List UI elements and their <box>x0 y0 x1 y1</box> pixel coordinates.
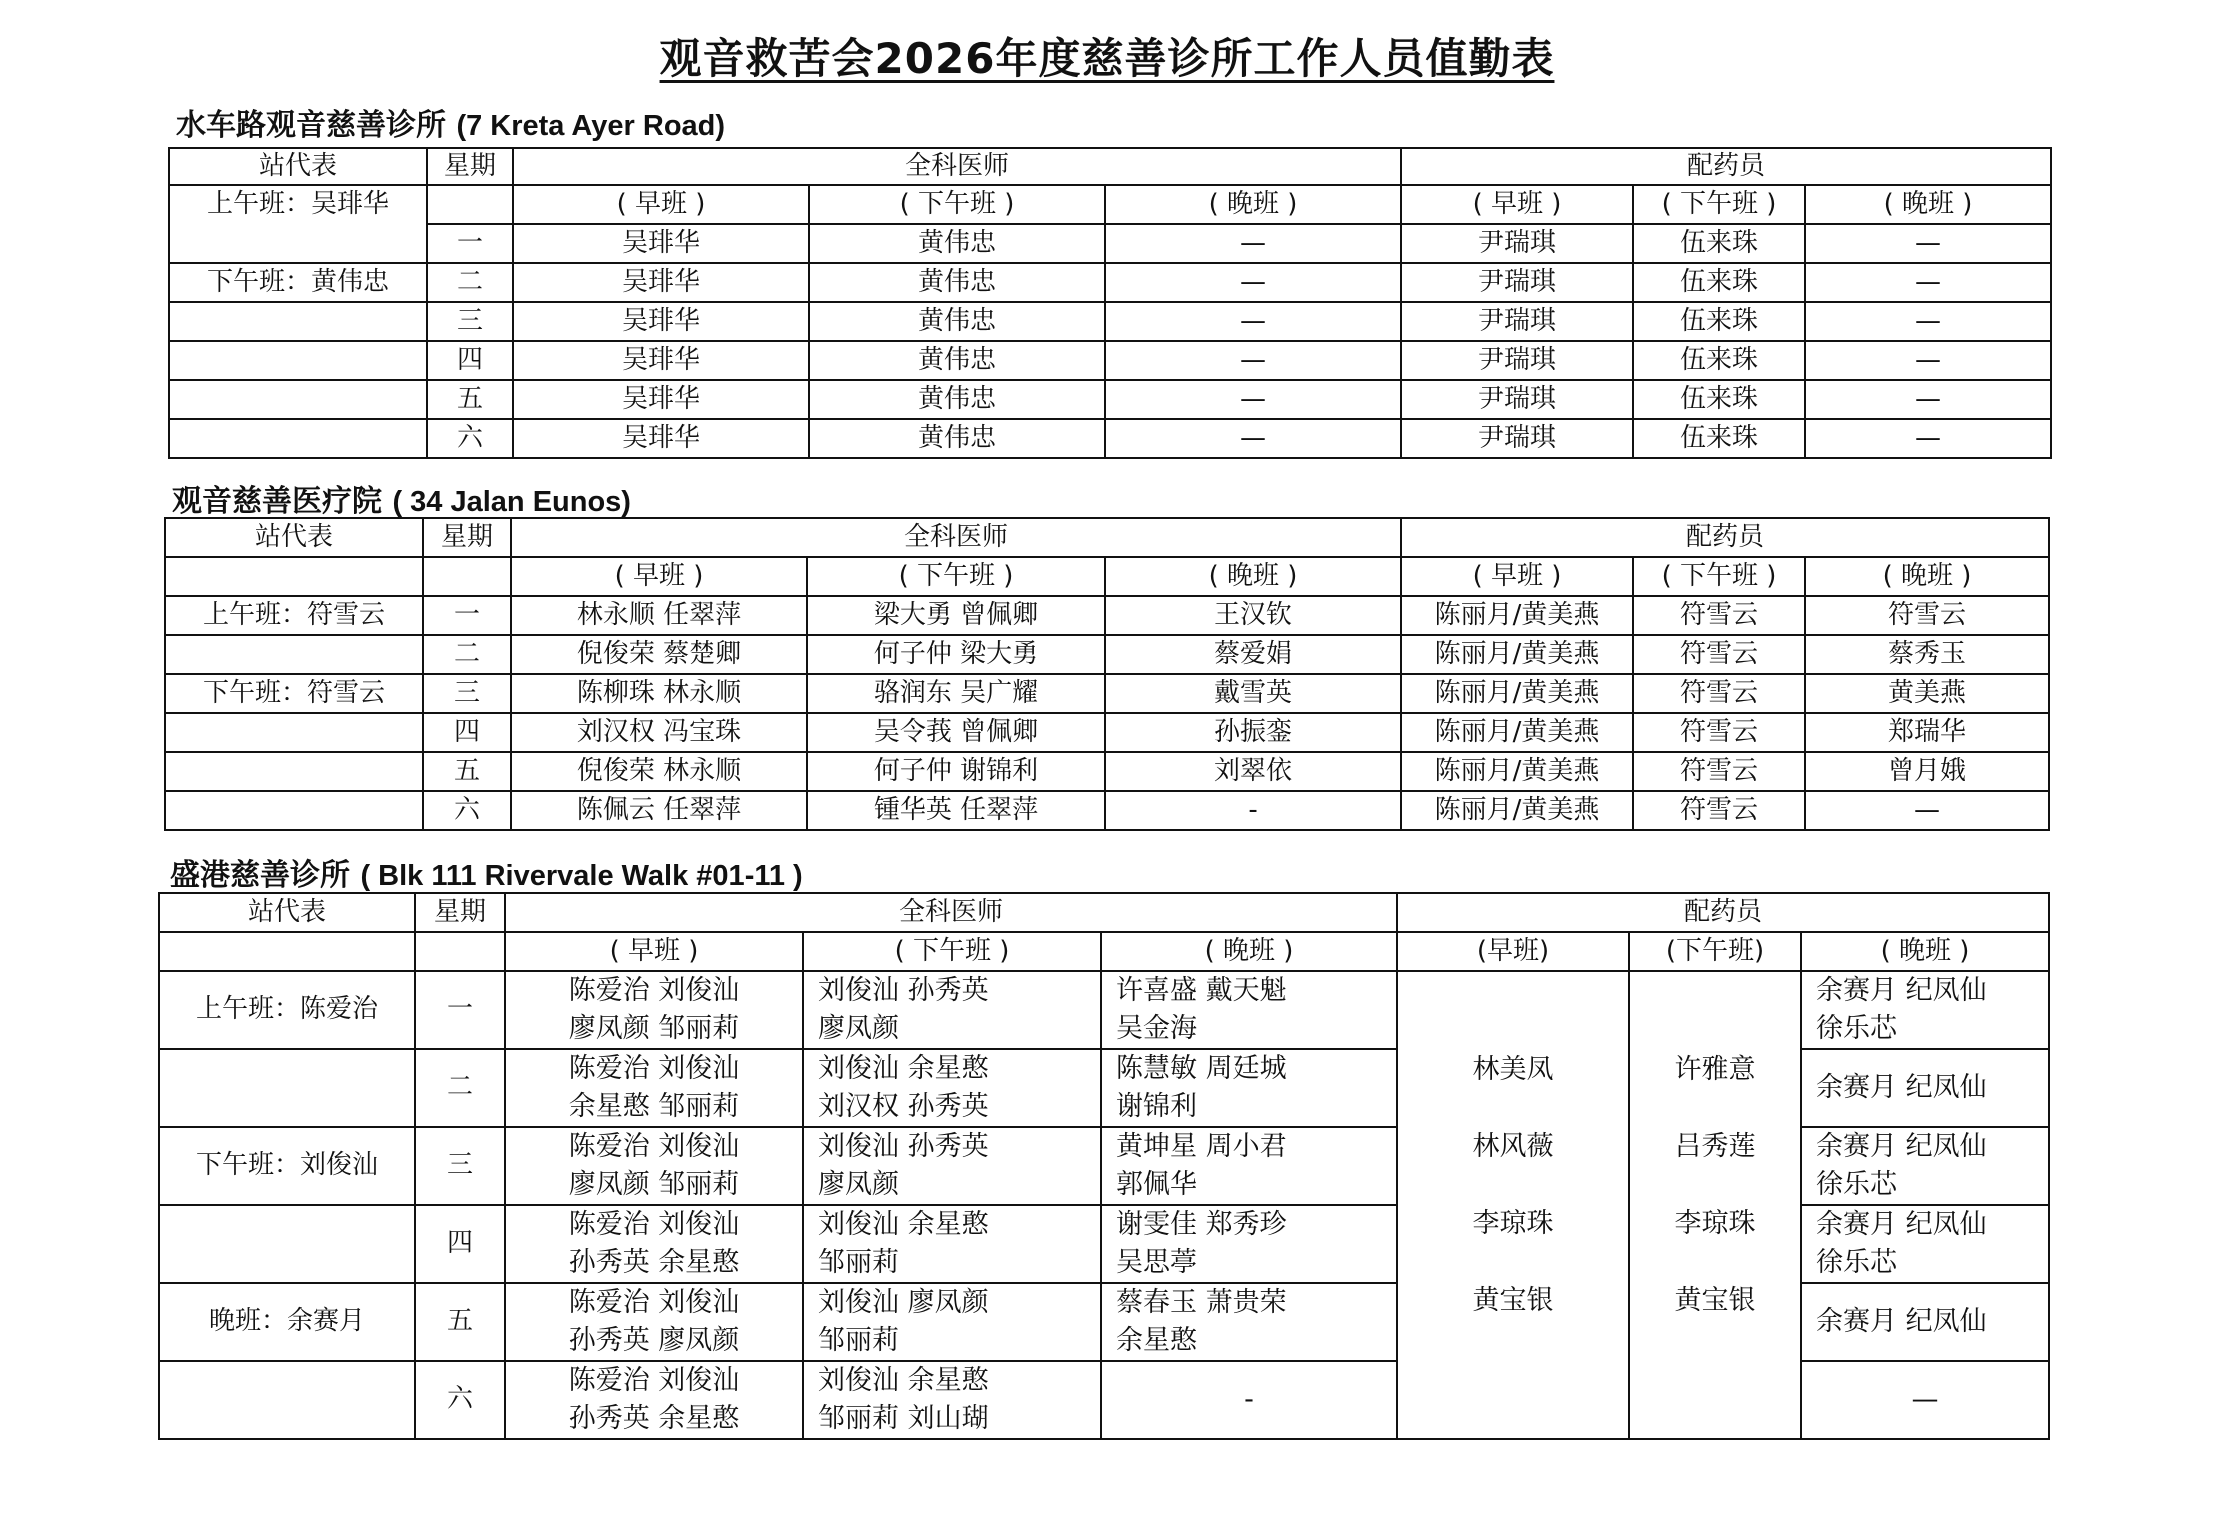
pharmacist-afternoon: 伍来珠 <box>1633 380 1805 419</box>
pharmacist-morning: 尹瑞琪 <box>1401 263 1633 302</box>
station-rep: 上午班：陈爱治 <box>159 971 415 1049</box>
rep-cell <box>159 1049 415 1127</box>
day-cell: 三 <box>423 674 511 713</box>
rep-cell <box>165 752 423 791</box>
pharmacist-evening: 黄美燕 <box>1805 674 2049 713</box>
pharmacist-morning: 陈丽月/黄美燕 <box>1401 752 1633 791</box>
doctor-evening: 刘翠依 <box>1105 752 1401 791</box>
header-station: 站代表 <box>159 893 415 932</box>
doctor-afternoon: 何子仲 谢锦利 <box>807 752 1105 791</box>
header-doctors: 全科医师 <box>511 518 1401 557</box>
doctor-afternoon: 黄伟忠 <box>809 419 1105 458</box>
pharmacist-evening: 曾月娥 <box>1805 752 2049 791</box>
rep-cell <box>159 1205 415 1283</box>
pharmacist-afternoon: 伍来珠 <box>1633 302 1805 341</box>
day-cell: 二 <box>427 263 513 302</box>
header-day: 星期 <box>415 893 505 932</box>
station-rep: 下午班：刘俊汕 <box>159 1127 415 1205</box>
pharmacist-morning: 陈丽月/黄美燕 <box>1401 674 1633 713</box>
header-evening: ( 晚班 ) <box>1801 932 2049 971</box>
day-cell: 二 <box>415 1049 505 1127</box>
doctor-morning: 吴琲华 <box>513 224 809 263</box>
doctor-evening: 陈慧敏 周廷城 谢锦利 <box>1101 1049 1397 1127</box>
pharmacist-afternoon: 伍来珠 <box>1633 341 1805 380</box>
doctor-morning: 陈爱治 刘俊汕 廖凤颜 邹丽莉 <box>505 1127 803 1205</box>
doctor-morning: 倪俊荣 林永顺 <box>511 752 807 791</box>
day-cell: 二 <box>423 635 511 674</box>
day-cell: 四 <box>427 341 513 380</box>
pharmacist-evening: 余赛月 纪凤仙 <box>1801 1049 2049 1127</box>
day-cell: 三 <box>427 302 513 341</box>
header-morning: ( 早班 ) <box>511 557 807 596</box>
pharmacist-morning: 尹瑞琪 <box>1401 419 1633 458</box>
doctor-evening: 王汉钦 <box>1105 596 1401 635</box>
pharmacist-evening: 蔡秀玉 <box>1805 635 2049 674</box>
header-evening: ( 晚班 ) <box>1105 557 1401 596</box>
header-evening: ( 晚班 ) <box>1101 932 1397 971</box>
doctor-afternoon: 刘俊汕 孙秀英 廖凤颜 <box>803 1127 1101 1205</box>
doctor-evening: — <box>1105 302 1401 341</box>
pharmacist-evening: 余赛月 纪凤仙 徐乐芯 <box>1801 1205 2049 1283</box>
header-pharmacists: 配药员 <box>1397 893 2049 932</box>
doctor-evening: 谢雯佳 郑秀珍 吴思葶 <box>1101 1205 1397 1283</box>
pharmacist-morning: 尹瑞琪 <box>1401 302 1633 341</box>
header-blank <box>415 932 505 971</box>
station-rep: 上午班：符雪云 <box>165 596 423 635</box>
clinic-heading <box>176 100 725 144</box>
table-row <box>169 380 2051 419</box>
day-cell: 五 <box>415 1283 505 1361</box>
pharmacist-evening: — <box>1805 302 2051 341</box>
pharmacist-morning-column: 林美凤 林风薇 李琼珠 黄宝银 <box>1397 971 1629 1439</box>
rep-cell <box>165 713 423 752</box>
doctor-afternoon: 吴令莪 曾佩卿 <box>807 713 1105 752</box>
table-row <box>169 419 2051 458</box>
doctor-evening: 戴雪英 <box>1105 674 1401 713</box>
clinic-heading <box>170 850 803 894</box>
doctor-evening: 蔡爱娟 <box>1105 635 1401 674</box>
doctor-evening: 孙振銮 <box>1105 713 1401 752</box>
doctor-morning: 陈柳珠 林永顺 <box>511 674 807 713</box>
doctor-evening: — <box>1105 380 1401 419</box>
day-cell: 一 <box>427 224 513 263</box>
doctor-afternoon: 黄伟忠 <box>809 224 1105 263</box>
header-station: 站代表 <box>165 518 423 557</box>
pharmacist-afternoon: 符雪云 <box>1633 596 1805 635</box>
header-pharmacists: 配药员 <box>1401 148 2051 185</box>
doctor-afternoon: 刘俊汕 余星憨 邹丽莉 刘山瑚 <box>803 1361 1101 1439</box>
header-station: 站代表 <box>169 148 427 185</box>
pharmacist-morning: 陈丽月/黄美燕 <box>1401 596 1633 635</box>
doctor-evening: — <box>1105 224 1401 263</box>
table-row <box>159 971 2049 1049</box>
pharmacist-evening: — <box>1805 224 2051 263</box>
doctor-morning: 陈爱治 刘俊汕 孙秀英 余星憨 <box>505 1205 803 1283</box>
pharmacist-evening: — <box>1801 1361 2049 1439</box>
day-cell: 三 <box>415 1127 505 1205</box>
header-evening: ( 晚班 ) <box>1805 557 2049 596</box>
table-row <box>165 713 2049 752</box>
clinic-name: 水车路观音慈善诊所 <box>176 108 446 143</box>
doctor-evening: 蔡春玉 萧贵荣 余星憨 <box>1101 1283 1397 1361</box>
table-row <box>165 752 2049 791</box>
header-morning: (早班) <box>1397 932 1629 971</box>
doctor-morning: 吴琲华 <box>513 263 809 302</box>
doctor-morning: 陈佩云 任翠萍 <box>511 791 807 830</box>
day-cell: 一 <box>423 596 511 635</box>
doctor-evening: 黄坤星 周小君 郭佩华 <box>1101 1127 1397 1205</box>
table-row <box>165 791 2049 830</box>
pharmacist-evening: — <box>1805 341 2051 380</box>
rep-cell <box>169 380 427 419</box>
header-morning: ( 早班 ) <box>505 932 803 971</box>
pharmacist-afternoon-column: 许雅意 吕秀莲 李琼珠 黄宝银 <box>1629 971 1801 1439</box>
pharmacist-morning: 尹瑞琪 <box>1401 380 1633 419</box>
pharmacist-afternoon: 伍来珠 <box>1633 419 1805 458</box>
day-cell: 六 <box>427 419 513 458</box>
doctor-afternoon: 骆润东 吴广耀 <box>807 674 1105 713</box>
doctor-morning: 倪俊荣 蔡楚卿 <box>511 635 807 674</box>
pharmacist-morning: 陈丽月/黄美燕 <box>1401 791 1633 830</box>
header-pharmacists: 配药员 <box>1401 518 2049 557</box>
clinic-heading <box>172 476 631 520</box>
clinic-address: ( 34 Jalan Eunos) <box>392 486 631 518</box>
pharmacist-afternoon: 符雪云 <box>1633 713 1805 752</box>
header-blank <box>423 557 511 596</box>
station-rep: 上午班：吴琲华 <box>169 185 427 224</box>
pharmacist-evening: 余赛月 纪凤仙 徐乐芯 <box>1801 1127 2049 1205</box>
table-row <box>169 224 2051 263</box>
pharmacist-evening: 郑瑞华 <box>1805 713 2049 752</box>
day-cell: 六 <box>423 791 511 830</box>
doctor-afternoon: 黄伟忠 <box>809 341 1105 380</box>
rep-cell <box>169 302 427 341</box>
pharmacist-evening: — <box>1805 791 2049 830</box>
header-blank <box>427 185 513 224</box>
doctor-afternoon: 刘俊汕 廖凤颜 邹丽莉 <box>803 1283 1101 1361</box>
station-rep: 下午班：符雪云 <box>165 674 423 713</box>
doctor-afternoon: 黄伟忠 <box>809 263 1105 302</box>
doctor-morning: 陈爱治 刘俊汕 孙秀英 余星憨 <box>505 1361 803 1439</box>
header-evening: ( 晚班 ) <box>1105 185 1401 224</box>
day-cell: 四 <box>423 713 511 752</box>
table-row <box>165 635 2049 674</box>
doctor-afternoon: 黄伟忠 <box>809 302 1105 341</box>
header-afternoon: (下午班) <box>1629 932 1801 971</box>
doctor-afternoon: 刘俊汕 余星憨 刘汉权 孙秀英 <box>803 1049 1101 1127</box>
header-afternoon: ( 下午班 ) <box>809 185 1105 224</box>
pharmacist-evening: 符雪云 <box>1805 596 2049 635</box>
pharmacist-evening: — <box>1805 419 2051 458</box>
doctor-evening: — <box>1105 263 1401 302</box>
header-day: 星期 <box>427 148 513 185</box>
pharmacist-evening: — <box>1805 263 2051 302</box>
pharmacist-afternoon: 伍来珠 <box>1633 224 1805 263</box>
day-cell: 一 <box>415 971 505 1049</box>
table-row <box>165 674 2049 713</box>
doctor-afternoon: 刘俊汕 余星憨 邹丽莉 <box>803 1205 1101 1283</box>
roster-table <box>164 517 2050 831</box>
rep-cell <box>159 932 415 971</box>
doctor-evening: - <box>1105 791 1401 830</box>
table-row <box>169 341 2051 380</box>
pharmacist-afternoon: 符雪云 <box>1633 635 1805 674</box>
doctor-afternoon: 刘俊汕 孙秀英 廖凤颜 <box>803 971 1101 1049</box>
rep-cell <box>165 635 423 674</box>
doctor-morning: 吴琲华 <box>513 341 809 380</box>
doctor-evening: - <box>1101 1361 1397 1439</box>
page-title: 观音救苦会2026年度慈善诊所工作人员值勤表 <box>659 34 1555 83</box>
pharmacist-morning: 尹瑞琪 <box>1401 224 1633 263</box>
table-row <box>169 263 2051 302</box>
station-rep: 下午班：黄伟忠 <box>169 263 427 302</box>
table-row <box>165 596 2049 635</box>
header-afternoon: ( 下午班 ) <box>807 557 1105 596</box>
rep-cell <box>159 1361 415 1439</box>
pharmacist-morning: 尹瑞琪 <box>1401 341 1633 380</box>
clinic-address: (7 Kreta Ayer Road) <box>456 110 726 142</box>
doctor-morning-line2: 余星憨 邹丽莉 <box>568 1091 740 1122</box>
doctor-morning: 林永顺 任翠萍 <box>511 596 807 635</box>
pharmacist-afternoon: 符雪云 <box>1633 674 1805 713</box>
clinic-name: 观音慈善医疗院 <box>172 484 382 519</box>
header-afternoon: ( 下午班 ) <box>1633 185 1805 224</box>
pharmacist-afternoon: 符雪云 <box>1633 752 1805 791</box>
pharmacist-afternoon: 符雪云 <box>1633 791 1805 830</box>
doctor-afternoon: 何子仲 梁大勇 <box>807 635 1105 674</box>
pharmacist-evening: 余赛月 纪凤仙 徐乐芯 <box>1801 971 2049 1049</box>
doctor-afternoon: 锺华英 任翠萍 <box>807 791 1105 830</box>
pharmacist-evening: — <box>1805 380 2051 419</box>
day-cell: 五 <box>427 380 513 419</box>
doctor-afternoon: 梁大勇 曾佩卿 <box>807 596 1105 635</box>
header-evening: ( 晚班 ) <box>1805 185 2051 224</box>
day-cell: 五 <box>423 752 511 791</box>
clinic-name: 盛港慈善诊所 <box>170 858 350 893</box>
header-morning: ( 早班 ) <box>1401 557 1633 596</box>
doctor-morning: 吴琲华 <box>513 380 809 419</box>
pharmacist-afternoon: 伍来珠 <box>1633 263 1805 302</box>
header-day: 星期 <box>423 518 511 557</box>
pharmacist-evening: 余赛月 纪凤仙 <box>1801 1283 2049 1361</box>
doctor-evening: 许喜盛 戴天魁 吴金海 <box>1101 971 1397 1049</box>
pharmacist-morning: 陈丽月/黄美燕 <box>1401 635 1633 674</box>
doctor-morning: 陈爱治 刘俊汕 孙秀英 廖凤颜 <box>505 1283 803 1361</box>
header-afternoon: ( 下午班 ) <box>1633 557 1805 596</box>
header-doctors: 全科医师 <box>513 148 1401 185</box>
table-row <box>169 302 2051 341</box>
header-morning: ( 早班 ) <box>1401 185 1633 224</box>
doctor-morning: 陈爱治 刘俊汕 余星憨 邹丽莉 <box>505 1049 803 1127</box>
doctor-morning: 刘汉权 冯宝珠 <box>511 713 807 752</box>
header-doctors: 全科医师 <box>505 893 1397 932</box>
day-cell: 四 <box>415 1205 505 1283</box>
doctor-morning: 陈爱治 刘俊汕 廖凤颜 邹丽莉 <box>505 971 803 1049</box>
rep-cell <box>165 791 423 830</box>
doctor-evening: — <box>1105 419 1401 458</box>
rep-cell <box>169 341 427 380</box>
rep-cell <box>169 419 427 458</box>
rep-cell <box>169 224 427 263</box>
pharmacist-morning: 陈丽月/黄美燕 <box>1401 713 1633 752</box>
doctor-morning: 吴琲华 <box>513 302 809 341</box>
clinic-address: ( Blk 111 Rivervale Walk #01-11 ) <box>360 860 803 892</box>
doctor-evening: — <box>1105 341 1401 380</box>
rep-cell <box>165 557 423 596</box>
roster-table <box>168 147 2052 459</box>
station-rep: 晚班：余赛月 <box>159 1283 415 1361</box>
doctor-morning: 吴琲华 <box>513 419 809 458</box>
day-cell: 六 <box>415 1361 505 1439</box>
roster-table <box>158 892 2050 1440</box>
doctor-afternoon: 黄伟忠 <box>809 380 1105 419</box>
header-morning: ( 早班 ) <box>513 185 809 224</box>
header-afternoon: ( 下午班 ) <box>803 932 1101 971</box>
